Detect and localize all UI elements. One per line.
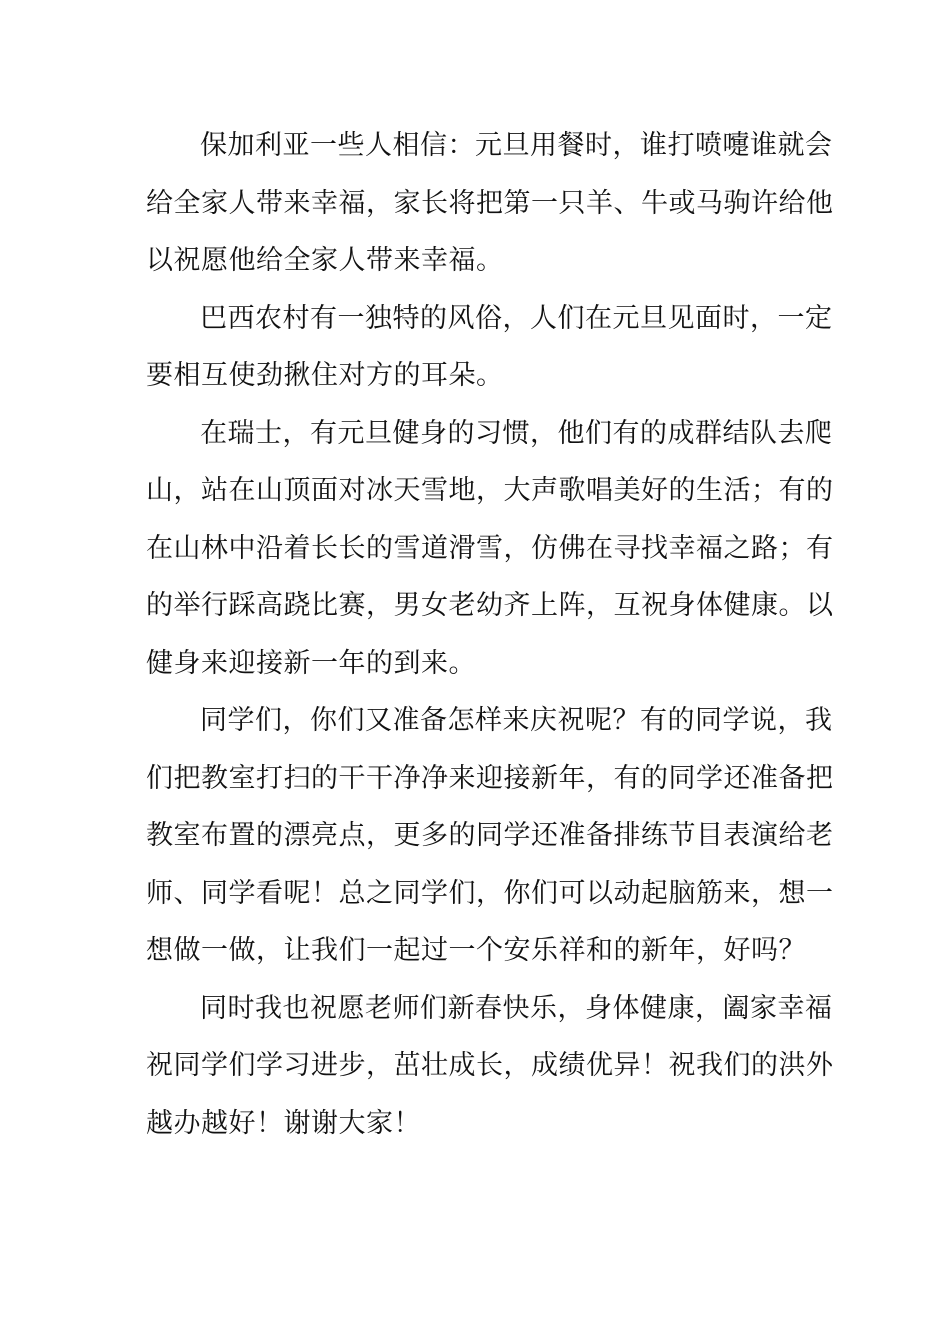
document-body [146, 117, 834, 1152]
text-line: 想做一做，让我们一起过一个安乐祥和的新年，好吗？ [146, 935, 806, 966]
text-line: 给全家人带来幸福，家长将把第一只羊、牛或马驹许给他 [146, 187, 834, 219]
text-line: 祝同学们学习进步，茁壮成长，成绩优异！祝我们的洪外 [146, 1050, 834, 1081]
text-line: 在瑞士，有元旦健身的习惯，他们有的成群结队去爬 [200, 417, 833, 449]
text-line: 巴西农村有一独特的风俗，人们在元旦见面时，一定 [200, 302, 833, 334]
text-line: 师、同学看呢！总之同学们，你们可以动起脑筋来，想一 [146, 877, 834, 909]
paragraph-bulgaria [146, 117, 834, 290]
text-line: 在山林中沿着长长的雪道滑雪，仿佛在寻找幸福之路；有 [146, 532, 834, 564]
paragraph-closing [146, 980, 834, 1153]
paragraph-brazil [146, 290, 833, 405]
text-line: 以祝愿他给全家人带来幸福。 [146, 245, 504, 276]
text-line: 越办越好！谢谢大家！ [146, 1107, 421, 1139]
paragraph-students [146, 692, 834, 980]
paragraph-switzerland [146, 405, 834, 693]
text-line: 教室布置的漂亮点，更多的同学还准备排练节目表演给老 [146, 820, 834, 851]
text-line: 同学们，你们又准备怎样来庆祝呢？有的同学说，我 [200, 705, 833, 736]
text-line: 健身来迎接新一年的到来。 [146, 647, 476, 679]
text-line: 山，站在山顶面对冰天雪地，大声歌唱美好的生活；有的 [146, 475, 834, 506]
text-line: 们把教室打扫的干干净净来迎接新年，有的同学还准备把 [146, 762, 834, 794]
text-line: 的举行踩高跷比赛，男女老幼齐上阵，互祝身体健康。以 [146, 590, 834, 621]
text-line: 同时我也祝愿老师们新春快乐，身体健康，阖家幸福 [200, 992, 833, 1024]
text-line: 要相互使劲揪住对方的耳朵。 [146, 360, 504, 391]
text-line: 保加利亚一些人相信：元旦用餐时，谁打喷嚏谁就会 [200, 130, 833, 161]
